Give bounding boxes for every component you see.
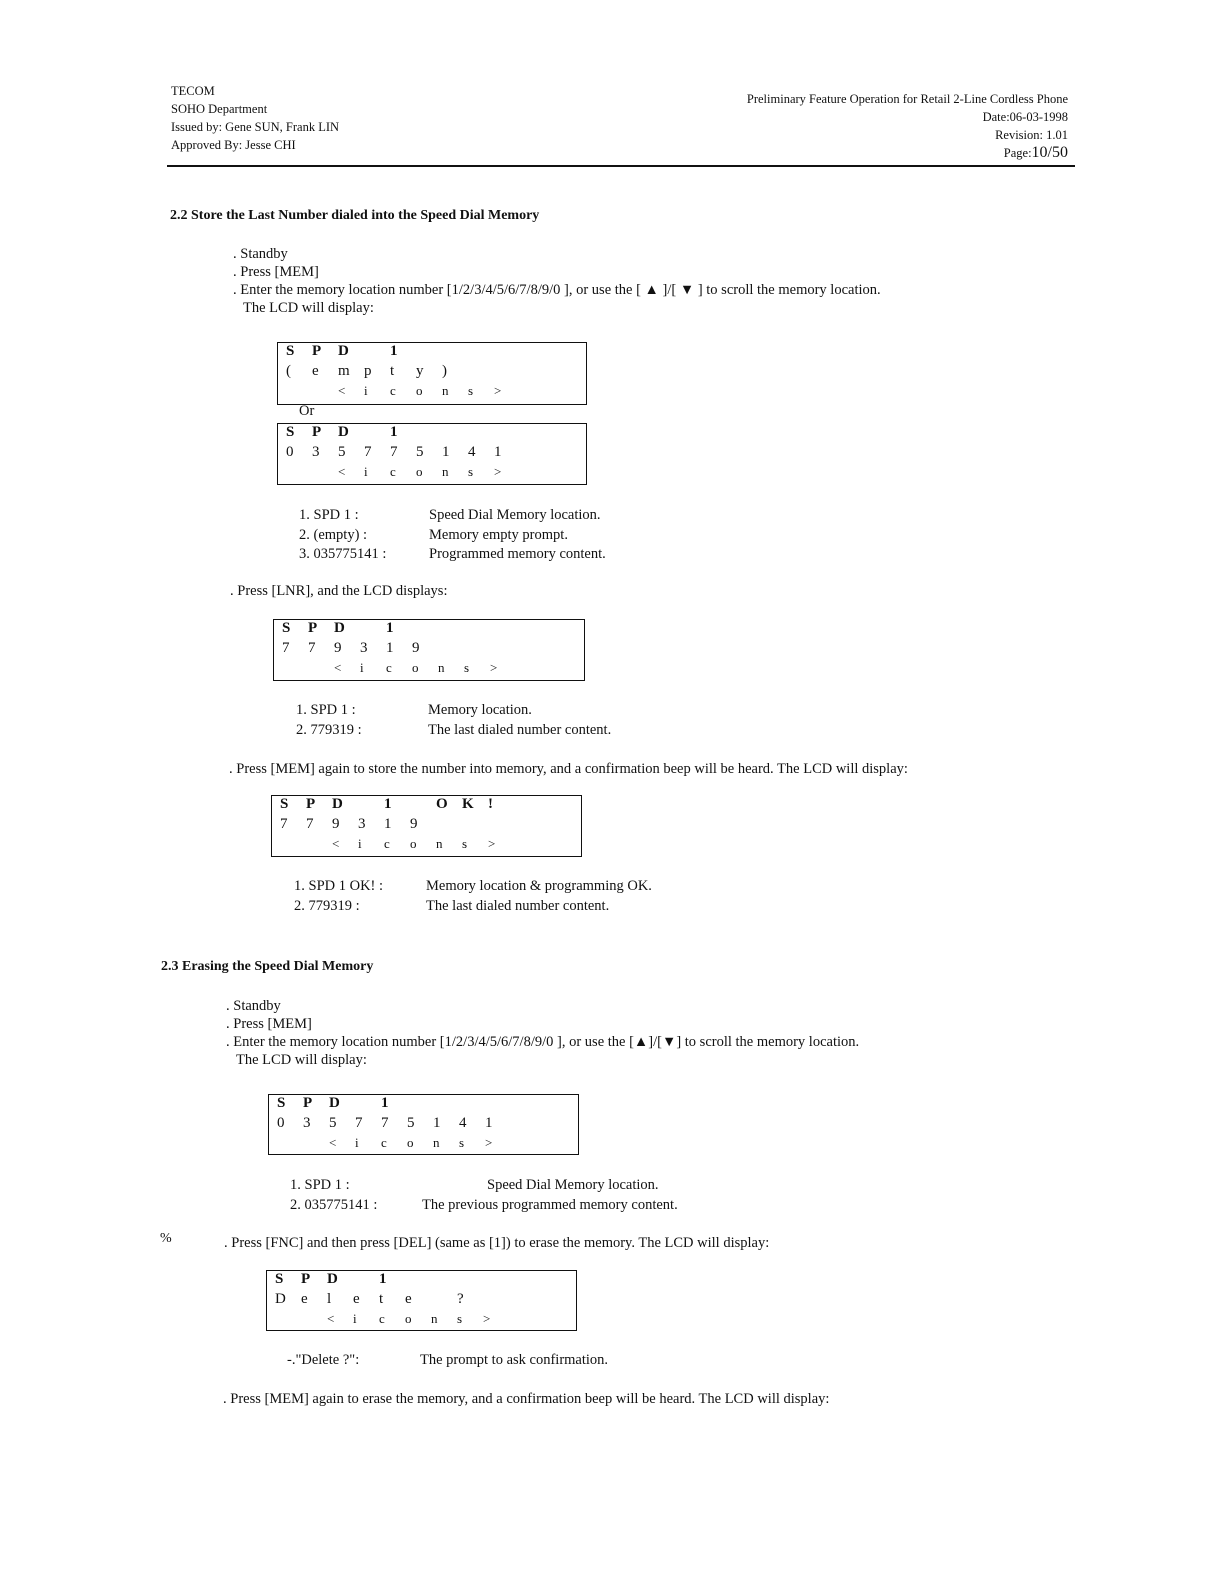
lcd-char: p <box>364 363 372 379</box>
lcd-char: c <box>390 464 396 479</box>
lcd-char: m <box>338 363 350 379</box>
lcd-char: 1 <box>433 1115 441 1131</box>
lcd-char: s <box>457 1311 463 1326</box>
legend-desc: Speed Dial Memory location. <box>487 1177 659 1193</box>
lcd-char <box>353 1271 379 1288</box>
legend-desc: Memory empty prompt. <box>429 526 568 543</box>
lcd-char: ? <box>457 1291 464 1307</box>
lcd-char: s <box>459 1135 465 1150</box>
legend-2-3-a <box>290 1175 377 1215</box>
lcd-char: O <box>436 796 448 812</box>
lcd-char <box>306 836 332 852</box>
lcd-row2 <box>286 363 468 383</box>
lcd-char: K <box>462 796 474 812</box>
legend-label: 2. 035775141 : <box>290 1197 378 1213</box>
lcd-row2 <box>275 1291 483 1311</box>
lcd-char: 3 <box>358 816 366 832</box>
lcd-char: S <box>282 620 291 636</box>
lcd-char: S <box>275 1271 284 1287</box>
lcd-char: y <box>416 363 424 379</box>
lcd-char: D <box>334 620 345 636</box>
lcd-char: n <box>442 464 449 479</box>
lcd-char: 1 <box>442 444 450 460</box>
lcd-char: c <box>381 1135 387 1150</box>
lcd-char <box>364 343 390 360</box>
legend-label: 1. SPD 1 : <box>290 1177 350 1193</box>
lcd-char: 1 <box>379 1271 387 1287</box>
lcd-char: i <box>364 383 368 398</box>
legend-label: -."Delete ?": <box>287 1352 360 1368</box>
header-divider <box>167 165 1075 167</box>
lcd-char: P <box>301 1271 311 1287</box>
legend-label: 2. (empty) : <box>299 526 368 543</box>
header-left <box>171 82 339 154</box>
lcd-row2 <box>286 444 520 464</box>
lcd-char: 1 <box>384 796 392 812</box>
step-lcd-display: The LCD will display: <box>243 300 374 316</box>
lcd-char: 1 <box>390 424 398 440</box>
lcd-char: 0 <box>277 1115 285 1131</box>
lcd-row3 <box>277 1135 511 1155</box>
lcd-char: e <box>353 1291 360 1307</box>
lcd-char: o <box>405 1311 412 1326</box>
lcd-char: t <box>390 363 395 379</box>
lcd-char <box>277 1135 303 1151</box>
lcd-char: ) <box>442 363 447 379</box>
step-standby: . Standby <box>226 998 281 1014</box>
lcd-char: s <box>468 383 474 398</box>
lcd-char: n <box>442 383 449 398</box>
lcd-char: < <box>327 1311 335 1326</box>
lcd-char: 9 <box>332 816 340 832</box>
doc-title: Preliminary Feature Operation for Retail 2-Line Cordless Phone <box>746 92 1068 106</box>
lcd-char: c <box>390 383 396 398</box>
lcd-char <box>286 383 312 399</box>
lcd-char: s <box>462 836 468 851</box>
lcd-char: 1 <box>381 1095 389 1111</box>
steps-2-2 <box>233 245 881 317</box>
lcd-char: 9 <box>410 816 418 832</box>
lcd-char: < <box>338 383 346 398</box>
lcd-char: > <box>485 1135 493 1150</box>
legend-2-2-a-desc <box>429 506 606 565</box>
lcd-char: i <box>353 1311 357 1326</box>
step-press-lnr: . Press [LNR], and the LCD displays: <box>230 583 448 599</box>
lcd-char: > <box>490 660 498 675</box>
lcd-row3 <box>275 1311 509 1331</box>
legend-label: 1. SPD 1 : <box>299 507 359 523</box>
legend-desc: The last dialed number content. <box>428 722 612 738</box>
department: SOHO Department <box>171 102 268 116</box>
lcd-char: 9 <box>334 640 342 656</box>
lcd-char <box>364 424 390 441</box>
lcd-char: 7 <box>280 816 288 832</box>
lcd-char: 1 <box>386 620 394 636</box>
lcd-char <box>312 383 338 399</box>
step-press-mem: . Press [MEM] <box>226 1016 312 1032</box>
lcd-display-ok <box>271 795 582 857</box>
lcd-char <box>308 660 334 676</box>
legend-label: 3. 035775141 : <box>299 546 387 562</box>
lcd-char: > <box>494 464 502 479</box>
lcd-char: < <box>338 464 346 479</box>
lcd-char: s <box>464 660 470 675</box>
lcd-display-programmed <box>277 423 587 485</box>
lcd-char: s <box>468 464 474 479</box>
lcd-char: ! <box>488 796 493 812</box>
lcd-display-lnr <box>273 619 585 681</box>
lcd-char: 5 <box>338 444 346 460</box>
step-standby: . Standby <box>233 246 288 262</box>
lcd-char: e <box>312 363 319 379</box>
lcd-char: n <box>431 1311 438 1326</box>
doc-revision: Revision: 1.01 <box>995 128 1068 142</box>
lcd-char: 7 <box>308 640 316 656</box>
lcd-char: 1 <box>485 1115 493 1131</box>
lcd-char: < <box>332 836 340 851</box>
lcd-char: > <box>483 1311 491 1326</box>
lcd-char: < <box>329 1135 337 1150</box>
lcd-char <box>301 1311 327 1327</box>
step-press-mem-again: . Press [MEM] again to store the number into memory, and a confirmation beep will be heard. The LCD will display: <box>229 761 908 777</box>
legend-desc: Programmed memory content. <box>429 546 606 562</box>
lcd-char <box>360 620 386 637</box>
lcd-char: 4 <box>459 1115 467 1131</box>
lcd-char <box>355 1095 381 1112</box>
lcd-char: 7 <box>355 1115 363 1131</box>
lcd-char: o <box>416 464 423 479</box>
lcd-char: t <box>379 1291 384 1307</box>
lcd-char: 3 <box>312 444 320 460</box>
lcd-char: n <box>433 1135 440 1150</box>
lcd-row3 <box>280 836 514 856</box>
approved-by: Approved By: Jesse CHI <box>171 138 296 152</box>
lcd-row1 <box>275 1271 405 1291</box>
lcd-char: > <box>488 836 496 851</box>
lcd-char <box>431 1291 457 1308</box>
lcd-char: 5 <box>329 1115 337 1131</box>
legend-label: 2. 779319 : <box>294 898 360 914</box>
lcd-char: n <box>438 660 445 675</box>
legend-label: 2. 779319 : <box>296 722 362 738</box>
lcd-char: o <box>416 383 423 398</box>
lcd-char: c <box>384 836 390 851</box>
header-right <box>747 90 1068 162</box>
lcd-display-delete <box>266 1270 577 1331</box>
step-press-mem: . Press [MEM] <box>233 264 319 280</box>
lcd-char: 0 <box>286 444 294 460</box>
lcd-char: P <box>303 1095 313 1111</box>
legend-desc: The prompt to ask confirmation. <box>420 1352 609 1368</box>
lcd-char: S <box>286 343 295 359</box>
lcd-char: 1 <box>390 343 398 359</box>
legend-2-2-b <box>296 700 362 740</box>
lcd-char: P <box>306 796 316 812</box>
legend-desc: Memory location. <box>428 702 532 718</box>
lcd-row3 <box>286 383 520 403</box>
legend-desc: Speed Dial Memory location. <box>429 507 601 523</box>
lcd-row1 <box>277 1095 407 1115</box>
lcd-display-erase <box>268 1094 579 1155</box>
lcd-char: P <box>308 620 318 636</box>
lcd-char: < <box>334 660 342 675</box>
lcd-char <box>312 464 338 480</box>
legend-label: 1. SPD 1 : <box>296 702 356 718</box>
step-press-mem-erase: . Press [MEM] again to erase the memory, and a confirmation beep will be heard. The LCD will display: <box>223 1391 830 1407</box>
lcd-char: 7 <box>306 816 314 832</box>
lcd-char: D <box>329 1095 340 1111</box>
lcd-char: P <box>312 343 322 359</box>
lcd-char: c <box>379 1311 385 1326</box>
lcd-char <box>410 796 436 813</box>
lcd-row1 <box>280 796 514 816</box>
lcd-char: 7 <box>364 444 372 460</box>
legend-desc: Memory location & programming OK. <box>426 878 652 894</box>
lcd-char: i <box>360 660 364 675</box>
lcd-char <box>280 836 306 852</box>
lcd-char: e <box>405 1291 412 1307</box>
legend-label: 1. SPD 1 OK! : <box>294 878 384 894</box>
lcd-char: o <box>410 836 417 851</box>
lcd-char: D <box>338 343 349 359</box>
lcd-row1 <box>286 343 416 363</box>
lcd-char: D <box>275 1291 286 1307</box>
lcd-row2 <box>277 1115 511 1135</box>
lcd-char: ( <box>286 363 291 379</box>
lcd-char: P <box>312 424 322 440</box>
lcd-char: o <box>407 1135 414 1150</box>
lcd-char: 4 <box>468 444 476 460</box>
lcd-char: > <box>494 383 502 398</box>
lcd-char: 1 <box>384 816 392 832</box>
lcd-char: 1 <box>386 640 394 656</box>
lcd-char: i <box>364 464 368 479</box>
lcd-char: S <box>280 796 289 812</box>
lcd-char: D <box>327 1271 338 1287</box>
lcd-row3 <box>282 660 516 680</box>
company-name: TECOM <box>171 84 215 98</box>
step-enter-location: . Enter the memory location number [1/2/3/4/5/6/7/8/9/0 ], or use the [ ▲ ]/[ ▼ ] to scroll the memory location. <box>233 282 881 298</box>
lcd-char: 5 <box>407 1115 415 1131</box>
lcd-row2 <box>282 640 438 660</box>
or-label: Or <box>299 403 315 419</box>
lcd-char: 7 <box>381 1115 389 1131</box>
step-enter-location: . Enter the memory location number [1/2/3/4/5/6/7/8/9/0 ], or use the [▲]/[▼] to scroll the memory location. <box>226 1034 860 1050</box>
lcd-char: 3 <box>360 640 368 656</box>
lcd-row2 <box>280 816 436 836</box>
lcd-char: i <box>355 1135 359 1150</box>
lcd-row1 <box>282 620 412 640</box>
lcd-char: 7 <box>390 444 398 460</box>
legend-2-2-a <box>299 506 386 565</box>
lcd-char <box>303 1135 329 1151</box>
lcd-char: S <box>286 424 295 440</box>
legend-2-2-c-desc <box>426 876 652 916</box>
lcd-char: n <box>436 836 443 851</box>
lcd-char: 1 <box>494 444 502 460</box>
legend-2-3-a-desc <box>422 1175 678 1215</box>
lcd-display-empty <box>277 342 587 405</box>
section-heading-2-2: 2.2 Store the Last Number dialed into the Speed Dial Memory <box>170 208 540 223</box>
lcd-char: c <box>386 660 392 675</box>
lcd-char: 3 <box>303 1115 311 1131</box>
step-lcd-display: The LCD will display: <box>236 1052 367 1068</box>
lcd-char <box>358 796 384 813</box>
doc-date: Date:06-03-1998 <box>982 110 1068 124</box>
lcd-char: o <box>412 660 419 675</box>
lcd-char: e <box>301 1291 308 1307</box>
lcd-char: 7 <box>282 640 290 656</box>
section-heading-2-3: 2.3 Erasing the Speed Dial Memory <box>161 959 374 974</box>
issued-by: Issued by: Gene SUN, Frank LIN <box>171 120 340 134</box>
lcd-char: 9 <box>412 640 420 656</box>
steps-2-3 <box>226 997 859 1069</box>
lcd-char: D <box>338 424 349 440</box>
lcd-char <box>282 660 308 676</box>
lcd-char: S <box>277 1095 286 1111</box>
lcd-char <box>286 464 312 480</box>
lcd-char: l <box>327 1291 332 1307</box>
legend-desc: The last dialed number content. <box>426 898 610 914</box>
margin-mark: % <box>160 1231 172 1246</box>
lcd-char: 5 <box>416 444 424 460</box>
page-number: Page:10/50 <box>1003 144 1068 161</box>
lcd-row1 <box>286 424 416 444</box>
lcd-char: D <box>332 796 343 812</box>
legend-2-2-b-desc <box>428 700 611 740</box>
legend-2-2-c <box>294 876 383 916</box>
lcd-char <box>275 1311 301 1327</box>
lcd-row3 <box>286 464 520 484</box>
legend-desc: The previous programmed memory content. <box>422 1197 678 1213</box>
step-press-fnc-del: . Press [FNC] and then press [DEL] (same as [1]) to erase the memory. The LCD will display: <box>224 1235 770 1251</box>
lcd-char: i <box>358 836 362 851</box>
